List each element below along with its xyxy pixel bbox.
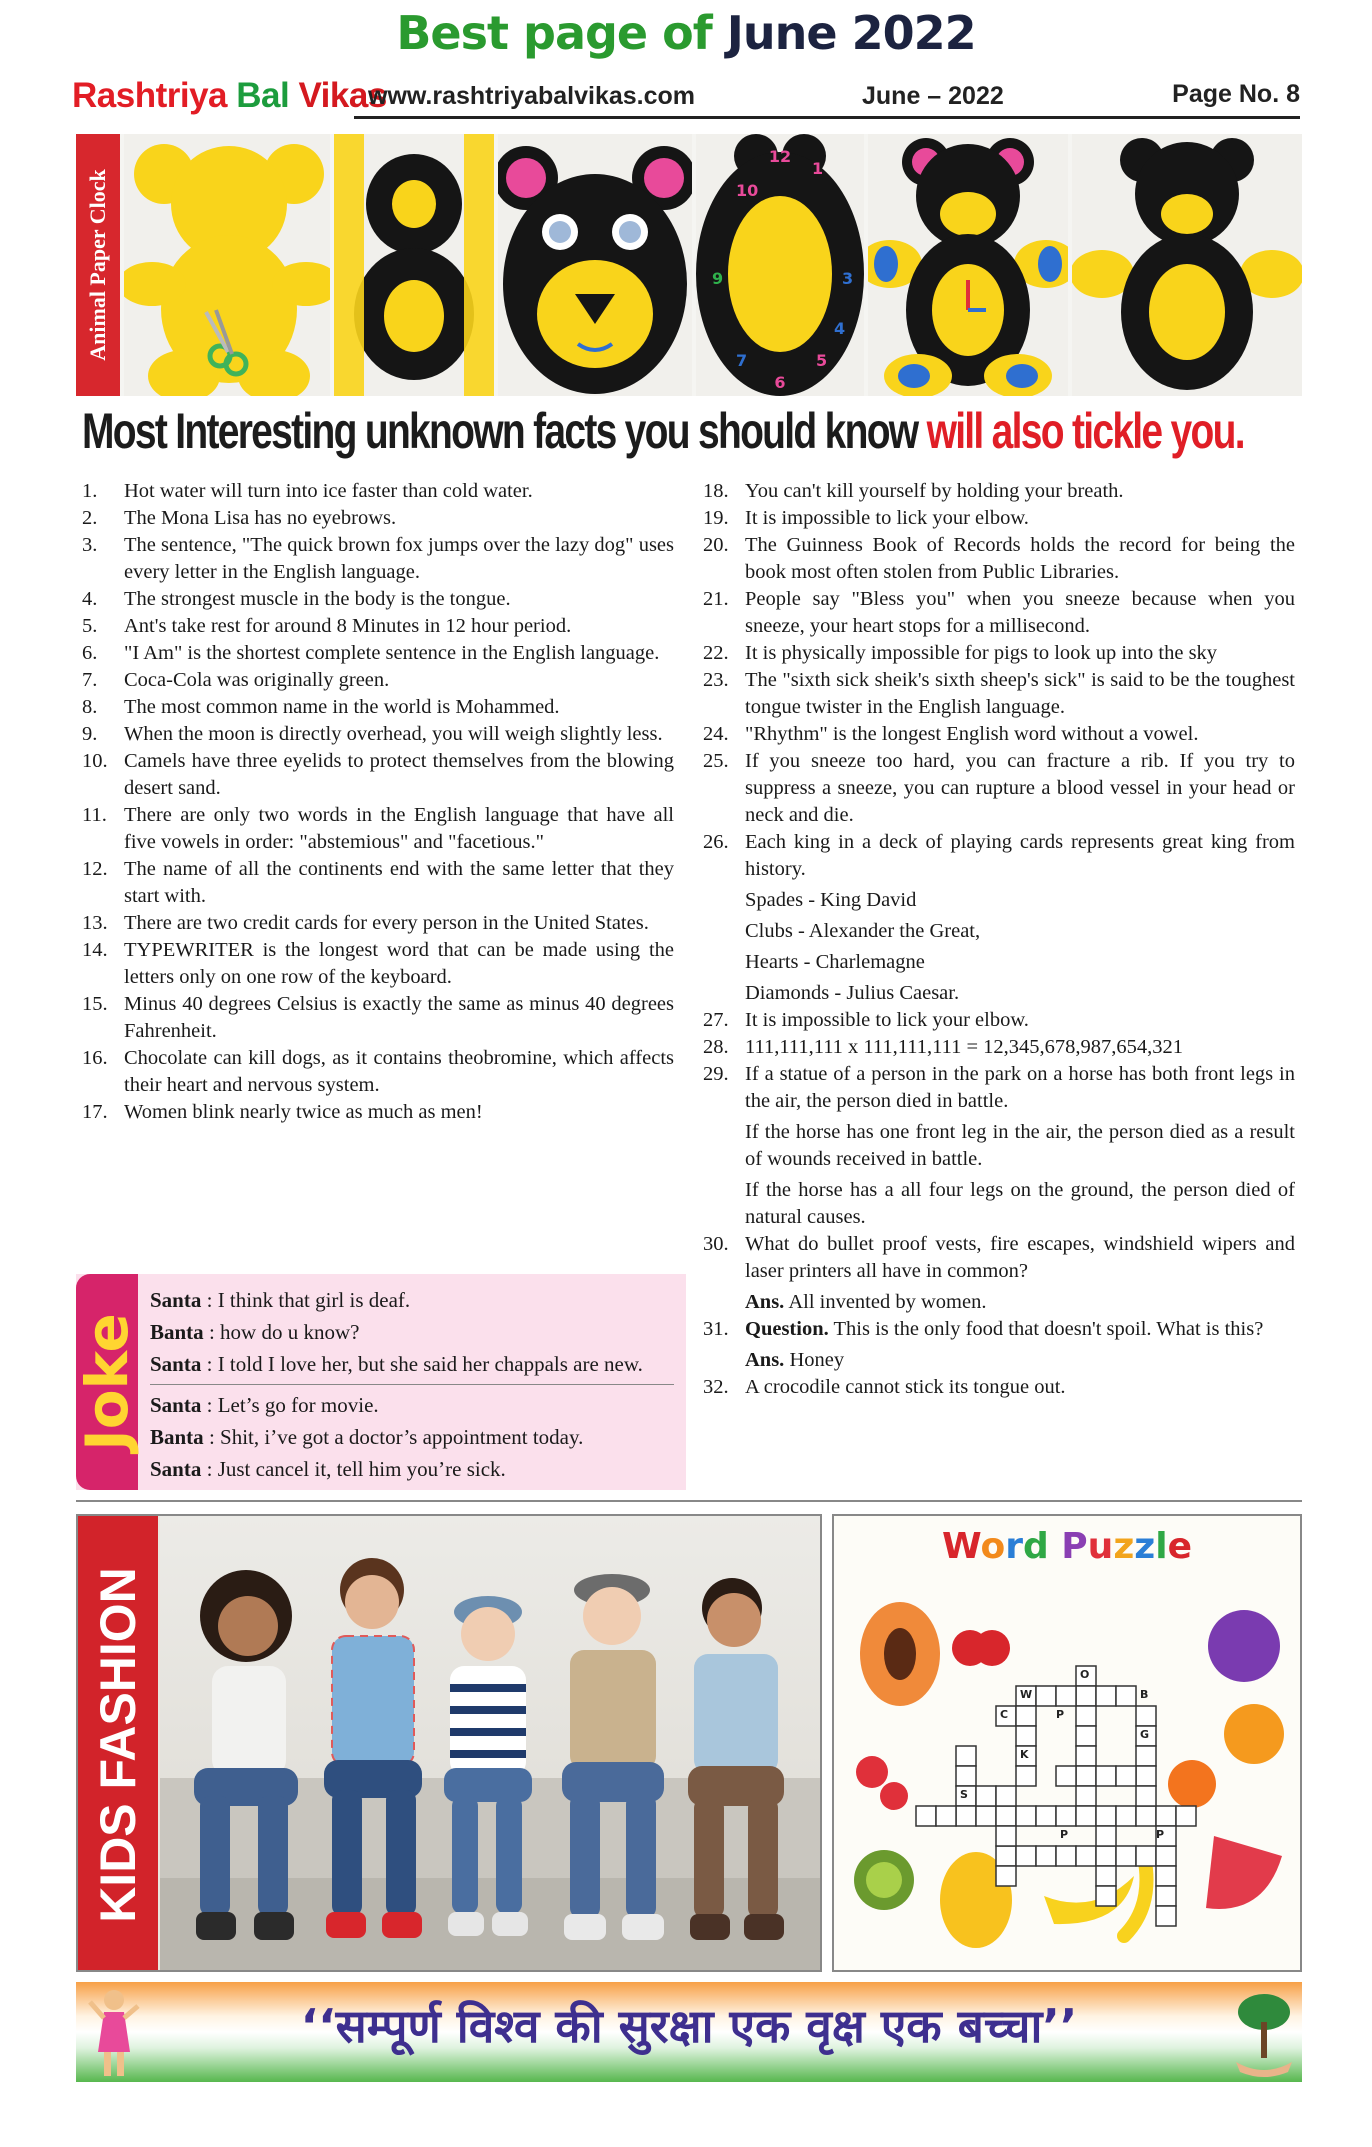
fact-item — [703, 505, 1295, 532]
fact-number: 29. — [703, 1063, 729, 1085]
fact-item — [82, 721, 674, 748]
svg-text:10: 10 — [736, 181, 759, 200]
joke-lines — [150, 1284, 674, 1485]
fact-item — [703, 1316, 1295, 1374]
fact-number: 15. — [82, 993, 108, 1015]
grapes-icon — [1208, 1610, 1280, 1682]
joke-divider — [150, 1384, 674, 1385]
fact-number: 11. — [82, 804, 107, 826]
puzzle-title-letter: z — [1134, 1526, 1156, 1567]
fact-number: 19. — [703, 507, 729, 529]
fact-item — [82, 1045, 674, 1099]
fact-text: TYPEWRITER is the longest word that can be made using the letters only on one row of the keyboard. — [124, 939, 674, 988]
crossword-letter: K — [1020, 1748, 1029, 1761]
joke-text: : Let’s go for movie. — [206, 1393, 379, 1417]
fact-number: 28. — [703, 1036, 729, 1058]
fact-item — [703, 1007, 1295, 1034]
fact-number: 2. — [82, 507, 98, 529]
joke-text: : Shit, i’ve got a doctor’s appointment today. — [208, 1425, 584, 1449]
fact-text: "Rhythm" is the longest English word without a vowel. — [745, 723, 1199, 745]
answer-label: Ans. — [745, 1291, 785, 1313]
card-king-diamonds: Diamonds - Julius Caesar. — [745, 982, 960, 1004]
joke-speaker: Santa — [150, 1352, 202, 1376]
joke-speaker: Banta — [150, 1320, 204, 1344]
fact-text: When the moon is directly overhead, you will weigh slightly less. — [124, 723, 663, 745]
fact-text: The most common name in the world is Mohammed. — [124, 696, 560, 718]
fact-item — [82, 640, 674, 667]
fact-text: This is the only food that doesn't spoil. What is this? — [833, 1318, 1264, 1340]
fact-item — [703, 721, 1295, 748]
top-banner — [0, 6, 1372, 60]
facts-list-left — [82, 478, 674, 1126]
fact-number: 20. — [703, 534, 729, 556]
fact-item — [82, 856, 674, 910]
fact-number: 23. — [703, 669, 729, 691]
craft-step-finished — [868, 134, 1068, 396]
puzzle-title-letter: P — [1061, 1526, 1088, 1567]
crossword-letter: B — [1140, 1688, 1149, 1701]
fact-text: Camels have three eyelids to protect themselves from the blowing desert sand. — [124, 750, 674, 799]
watermelon-icon — [1206, 1836, 1282, 1909]
fact-number: 32. — [703, 1376, 729, 1398]
joke-label: Joke — [73, 1313, 141, 1451]
fact-answer — [745, 1289, 1295, 1316]
fact-item — [82, 667, 674, 694]
issue-date: June – 2022 — [862, 82, 1004, 110]
puzzle-title-letter: W — [942, 1526, 981, 1567]
crossword-letter: O — [1080, 1668, 1090, 1681]
fact-text: Hot water will turn into ice faster than cold water. — [124, 480, 533, 502]
crossword-letter: P — [1056, 1708, 1065, 1721]
crossword-letter: P — [1060, 1828, 1069, 1841]
word-puzzle-panel — [832, 1514, 1302, 1972]
svg-text:4: 4 — [834, 319, 846, 338]
fact-answer — [745, 1347, 1295, 1374]
fact-number: 4. — [82, 588, 98, 610]
brand-word-3: Vikas — [298, 76, 387, 115]
kids-fashion-label — [78, 1516, 158, 1972]
crossword-letter: W — [1020, 1688, 1033, 1701]
fact-item — [82, 1099, 674, 1126]
fact-item — [82, 478, 674, 505]
headline-main: Most Interesting unknown facts you should know — [82, 403, 918, 459]
fact-text: Each king in a deck of playing cards represents great king from history. — [745, 831, 1295, 880]
fact-text: The strongest muscle in the body is the tongue. — [124, 588, 511, 610]
fact-item — [703, 1034, 1295, 1061]
fact-number: 12. — [82, 858, 108, 880]
fact-text: The sentence, "The quick brown fox jumps over the lazy dog" uses every letter in the English language. — [124, 534, 674, 583]
fact-item — [703, 1374, 1295, 1401]
craft-strip — [76, 134, 1302, 396]
joke-line — [150, 1389, 674, 1421]
slogan-text: ‘‘सम्पूर्ण विश्व की सुरक्षा एक वृक्ष एक बच्चा’’ — [300, 1999, 1078, 2053]
question-label: Question. — [745, 1318, 829, 1340]
fact-text: Chocolate can kill dogs, as it contains theobromine, which affects their heart and nervous system. — [124, 1047, 674, 1096]
svg-text:7: 7 — [736, 351, 748, 370]
bear-clock-closeup-image — [1072, 134, 1302, 396]
joke-text: : Just cancel it, tell him you’re sick. — [206, 1457, 506, 1481]
fact-number: 8. — [82, 696, 98, 718]
brand-word-1: Rashtriya — [72, 76, 228, 115]
joke-text: : how do u know? — [208, 1320, 360, 1344]
card-king-hearts: Hearts - Charlemagne — [745, 951, 925, 973]
fact-text: You can't kill yourself by holding your breath. — [745, 480, 1124, 502]
eight-shape-image — [334, 134, 494, 396]
fact-item — [703, 1231, 1295, 1316]
bear-cutout-image — [124, 134, 330, 396]
fact-item — [82, 910, 674, 937]
joke-box — [73, 1274, 686, 1490]
fact-number: 6. — [82, 642, 98, 664]
fact-number: 22. — [703, 642, 729, 664]
fact-item — [82, 748, 674, 802]
fact-number: 14. — [82, 939, 108, 961]
website-link[interactable]: www.rashtriyabalvikas.com — [368, 82, 696, 110]
joke-text: : I told I love her, but she said her chappals are new. — [206, 1352, 643, 1376]
fact-number: 31. — [703, 1318, 729, 1340]
puzzle-title-letter: z — [1113, 1526, 1135, 1567]
joke-tab — [73, 1274, 141, 1490]
joke-speaker: Santa — [150, 1457, 202, 1481]
puzzle-title-letter: d — [1022, 1526, 1049, 1567]
fact-item — [703, 748, 1295, 829]
svg-text:9: 9 — [712, 269, 724, 288]
puzzle-title-letter: e — [1167, 1526, 1192, 1567]
finished-bear-clock-image — [868, 134, 1068, 396]
crossword-letter: S — [960, 1788, 968, 1801]
slogan-band — [76, 1982, 1302, 2082]
card-king-clubs: Clubs - Alexander the Great, — [745, 920, 981, 942]
craft-label — [76, 134, 120, 396]
svg-text:3: 3 — [842, 269, 854, 288]
statue-fact-one-leg: If the horse has one front leg in the air, the person died as a result of wounds received in battle. — [745, 1121, 1295, 1170]
fact-text: It is impossible to lick your elbow. — [745, 1009, 1029, 1031]
crossword-letter: C — [1000, 1708, 1009, 1721]
fact-item — [82, 586, 674, 613]
fact-text: There are two credit cards for every person in the United States. — [124, 912, 649, 934]
fact-text: The Guinness Book of Records holds the record for being the book most often stolen from Public Libraries. — [745, 534, 1295, 583]
fact-number: 18. — [703, 480, 729, 502]
fact-item — [703, 586, 1295, 640]
clock-ring-image — [696, 134, 864, 396]
crossword-grid — [834, 1516, 1302, 1972]
craft-step-clock-ring — [696, 134, 864, 396]
fact-text: The "sixth sick sheik's sixth sheep's sick" is said to be the toughest tongue twister in the English language. — [745, 669, 1295, 718]
fact-text: "I Am" is the shortest complete sentence in the English language. — [124, 642, 660, 664]
fact-item — [82, 991, 674, 1045]
joke-line — [150, 1284, 674, 1316]
card-king-spades: Spades - King David — [745, 889, 917, 911]
fact-text: Ant's take rest for around 8 Minutes in 12 hour period. — [124, 615, 572, 637]
tree-in-hands-icon — [1230, 1982, 1298, 2082]
answer-label: Ans. — [745, 1349, 785, 1371]
fact-item — [703, 1061, 1295, 1231]
banner-month: June 2022 — [726, 6, 976, 60]
fact-number: 10. — [82, 750, 108, 772]
joke-line — [150, 1348, 674, 1380]
fact-number: 7. — [82, 669, 98, 691]
craft-step-eight — [334, 134, 494, 396]
craft-step-face — [498, 134, 692, 396]
fact-item — [703, 640, 1295, 667]
fact-item — [703, 829, 1295, 1007]
fact-item — [82, 613, 674, 640]
fact-item — [82, 802, 674, 856]
bear-face-image — [498, 134, 692, 396]
joke-line — [150, 1421, 674, 1453]
page-number: Page No. 8 — [1172, 80, 1300, 108]
joke-speaker: Santa — [150, 1393, 202, 1417]
brand-word-2: Bal — [236, 76, 290, 115]
fact-text: It is impossible to lick your elbow. — [745, 507, 1029, 529]
fact-number: 17. — [82, 1101, 108, 1123]
fact-number: 13. — [82, 912, 108, 934]
kids-fashion-photo — [160, 1516, 822, 1972]
puzzle-title-letter: l — [1155, 1526, 1168, 1567]
statue-fact-four-legs: If the horse has a all four legs on the ground, the person died of natural causes. — [745, 1179, 1295, 1228]
fact-number: 5. — [82, 615, 98, 637]
strawberry-icon — [856, 1756, 888, 1788]
fact-item — [82, 937, 674, 991]
masthead-rule — [354, 116, 1300, 119]
fact-number: 24. — [703, 723, 729, 745]
puzzle-title-letter: u — [1087, 1526, 1114, 1567]
fact-text: If you sneeze too hard, you can fracture a rib. If you try to suppress a sneeze, you can rupture a blood vessel in your head or neck and die. — [745, 750, 1295, 826]
fact-number: 16. — [82, 1047, 108, 1069]
headline-accent: will also tickle you. — [926, 403, 1244, 459]
fact-item — [703, 478, 1295, 505]
fact-number: 3. — [82, 534, 98, 556]
fact-item — [703, 667, 1295, 721]
fact-text: A crocodile cannot stick its tongue out. — [745, 1376, 1066, 1398]
fact-text: There are only two words in the English language that have all five vowels in order: "abstemious" and "facetious." — [124, 804, 674, 853]
fact-text: Women blink nearly twice as much as men! — [124, 1101, 483, 1123]
puzzle-title-letter: r — [1005, 1526, 1023, 1567]
crossword-letter: G — [1140, 1728, 1150, 1741]
banana-icon — [1044, 1876, 1134, 1924]
fact-text: If a statue of a person in the park on a horse has both front legs in the air, the person died in battle. — [745, 1063, 1295, 1112]
fact-item — [82, 532, 674, 586]
fact-text: People say "Bless you" when you sneeze because when you sneeze, your heart stops for a millisecond. — [745, 588, 1295, 637]
fact-text: The name of all the continents end with the same letter that they start with. — [124, 858, 674, 907]
fact-text: The Mona Lisa has no eyebrows. — [124, 507, 397, 529]
fact-item — [82, 505, 674, 532]
fact-number: 25. — [703, 750, 729, 772]
fact-number: 30. — [703, 1233, 729, 1255]
fact-item — [703, 532, 1295, 586]
brand-logo — [72, 76, 387, 116]
joke-speaker: Banta — [150, 1425, 204, 1449]
fact-number: 21. — [703, 588, 729, 610]
svg-text:1: 1 — [812, 159, 824, 178]
craft-step-extra — [1072, 134, 1302, 396]
fact-number: 26. — [703, 831, 729, 853]
facts-headline — [82, 402, 1244, 460]
fact-text: It is physically impossible for pigs to look up into the sky — [745, 642, 1218, 664]
peach-icon — [1168, 1760, 1216, 1808]
fact-number: 27. — [703, 1009, 729, 1031]
joke-speaker: Santa — [150, 1288, 202, 1312]
girl-mascot-icon — [82, 1982, 146, 2082]
section-divider — [76, 1500, 1302, 1502]
kids-fashion-text: KIDS FASHION — [90, 1567, 146, 1923]
craft-label-text: Animal Paper Clock — [85, 169, 110, 361]
fact-item — [82, 694, 674, 721]
crossword-letter: P — [1156, 1828, 1165, 1841]
svg-text:12: 12 — [768, 147, 792, 166]
joke-text: : I think that girl is deaf. — [206, 1288, 411, 1312]
joke-line — [150, 1453, 674, 1485]
answer-text: Honey — [789, 1349, 845, 1371]
fact-text: Minus 40 degrees Celsius is exactly the same as minus 40 degrees Fahrenheit. — [124, 993, 674, 1042]
fact-text: What do bullet proof vests, fire escapes, windshield wipers and laser printers all have in common? — [745, 1233, 1295, 1282]
masthead — [72, 72, 1300, 122]
svg-text:5: 5 — [816, 351, 828, 370]
orange-icon — [1224, 1704, 1284, 1764]
kids-fashion-panel — [76, 1514, 822, 1972]
svg-text:6: 6 — [774, 373, 786, 392]
banner-prefix: Best page of — [396, 6, 712, 60]
fact-number: 1. — [82, 480, 98, 502]
fact-number: 9. — [82, 723, 98, 745]
fact-text: Coca-Cola was originally green. — [124, 669, 390, 691]
answer-text: All invented by women. — [788, 1291, 987, 1313]
craft-step-cutout — [124, 134, 330, 396]
joke-line — [150, 1316, 674, 1348]
fact-text: 111,111,111 x 111,111,111 = 12,345,678,987,654,321 — [745, 1036, 1184, 1058]
puzzle-title-letter: o — [980, 1526, 1006, 1567]
facts-list-right — [703, 478, 1295, 1401]
